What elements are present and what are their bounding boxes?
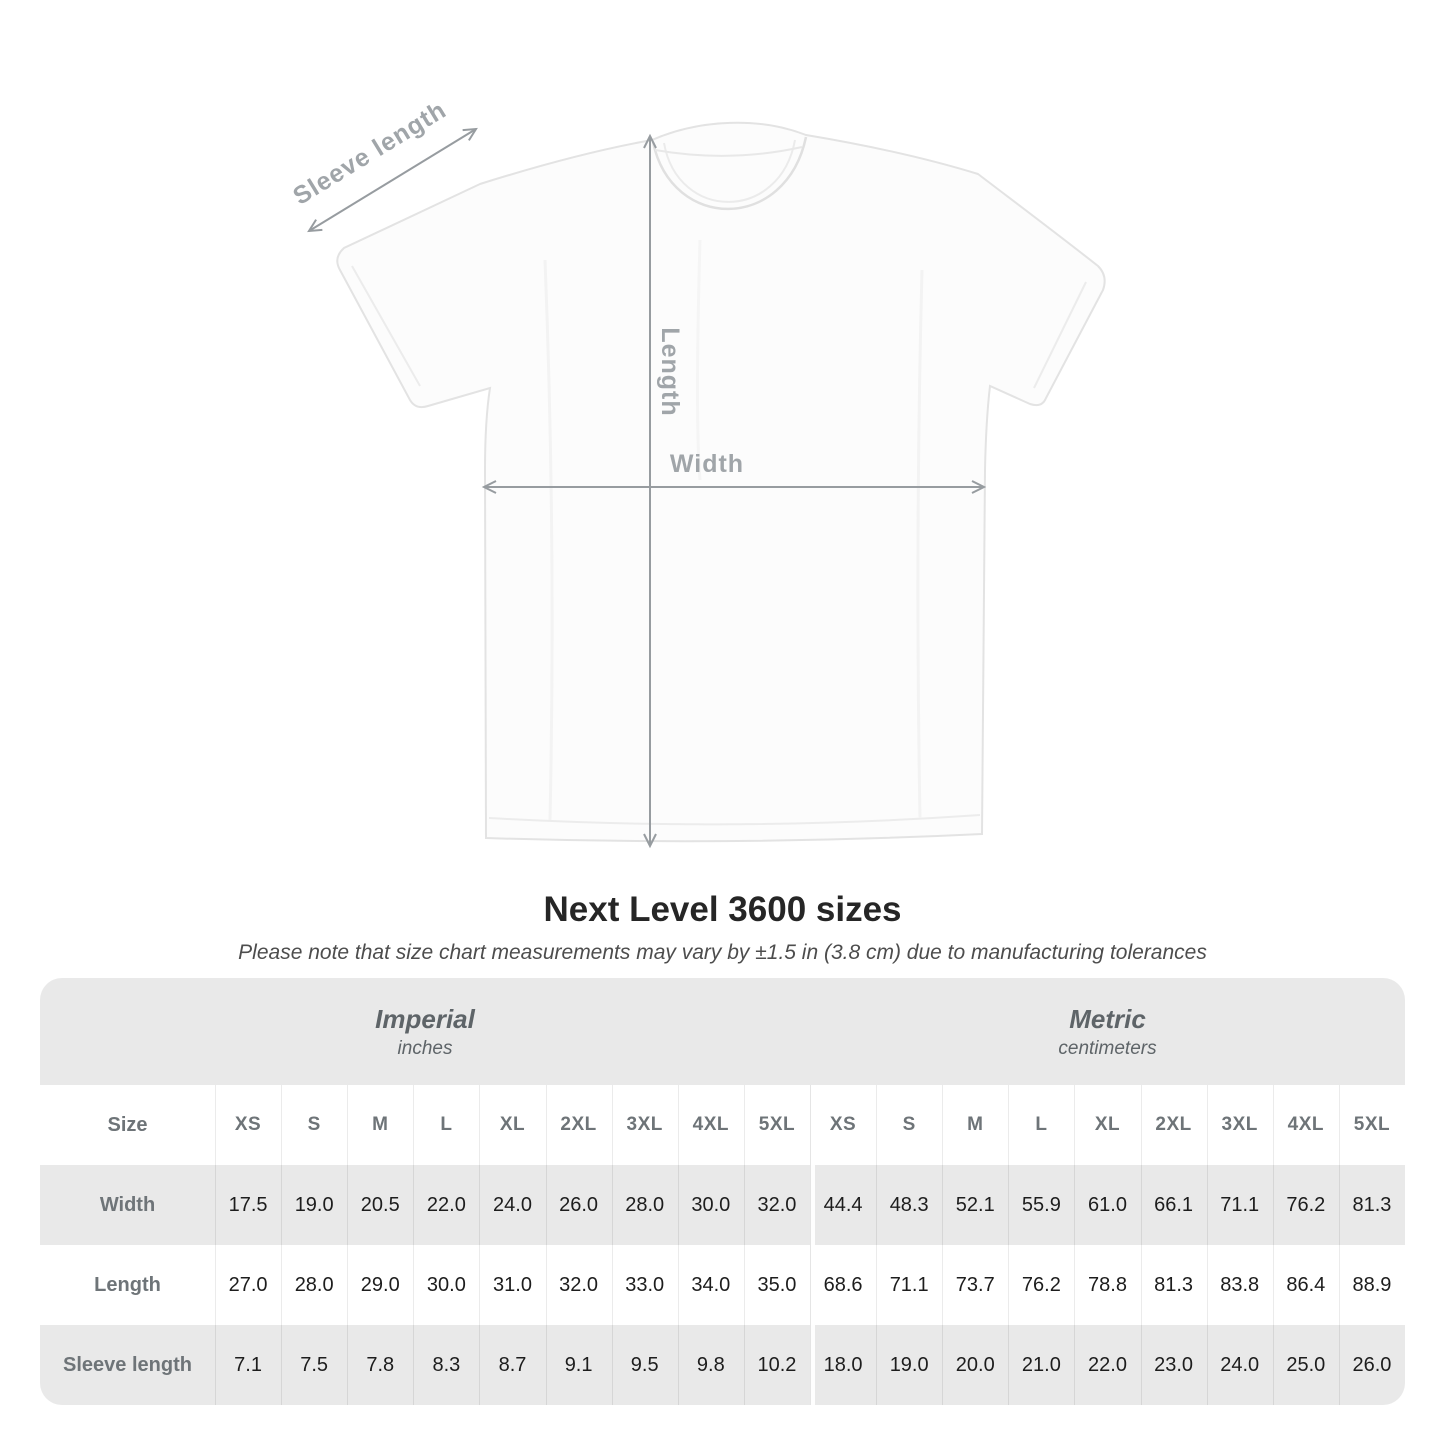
- size-col-header: 3XL: [612, 1085, 678, 1165]
- width-label: Width: [669, 450, 745, 478]
- value-cell: 35.0: [744, 1245, 810, 1325]
- value-cell: 26.0: [546, 1165, 612, 1245]
- size-col-header: XL: [1074, 1085, 1140, 1165]
- value-cell: 86.4: [1273, 1245, 1339, 1325]
- unit-section-header-metric: [810, 978, 1405, 1085]
- value-cell: 48.3: [876, 1165, 942, 1245]
- size-col-header: XL: [479, 1085, 545, 1165]
- value-cell: 9.5: [612, 1325, 678, 1405]
- size-col-header: XS: [215, 1085, 281, 1165]
- value-cell: 7.8: [347, 1325, 413, 1405]
- unit-section-title: Imperial: [375, 1003, 475, 1034]
- value-cell: 22.0: [413, 1165, 479, 1245]
- value-cell: 52.1: [942, 1165, 1008, 1245]
- value-cell: 10.2: [744, 1325, 810, 1405]
- value-cell: 83.8: [1207, 1245, 1273, 1325]
- value-cell: 9.8: [678, 1325, 744, 1405]
- value-cell: 76.2: [1273, 1165, 1339, 1245]
- page-title: Next Level 3600 sizes: [543, 890, 902, 929]
- unit-section-title: Metric: [1069, 1003, 1146, 1034]
- size-col-header: 5XL: [1339, 1085, 1405, 1165]
- value-cell: 22.0: [1074, 1325, 1140, 1405]
- value-cell: 7.1: [215, 1325, 281, 1405]
- value-cell: 81.3: [1339, 1165, 1405, 1245]
- length-label: Length: [656, 327, 684, 417]
- value-cell: 71.1: [1207, 1165, 1273, 1245]
- value-cell: 34.0: [678, 1245, 744, 1325]
- value-cell: 9.1: [546, 1325, 612, 1405]
- size-col-header: 3XL: [1207, 1085, 1273, 1165]
- value-cell: 19.0: [876, 1325, 942, 1405]
- value-cell: 25.0: [1273, 1325, 1339, 1405]
- value-cell: 28.0: [281, 1245, 347, 1325]
- size-col-header: 4XL: [678, 1085, 744, 1165]
- size-col-header: M: [347, 1085, 413, 1165]
- value-cell: 18.0: [810, 1325, 876, 1405]
- row-label: Length: [94, 1273, 161, 1296]
- size-col-header: M: [942, 1085, 1008, 1165]
- value-cell: 68.6: [810, 1245, 876, 1325]
- value-cell: 27.0: [215, 1245, 281, 1325]
- tshirt-outline: [337, 123, 1104, 841]
- value-cell: 71.1: [876, 1245, 942, 1325]
- size-col-header: 4XL: [1273, 1085, 1339, 1165]
- value-cell: 76.2: [1008, 1245, 1074, 1325]
- value-cell: 29.0: [347, 1245, 413, 1325]
- value-cell: 30.0: [413, 1245, 479, 1325]
- value-cell: 88.9: [1339, 1245, 1405, 1325]
- value-cell: 23.0: [1141, 1325, 1207, 1405]
- value-cell: 55.9: [1008, 1165, 1074, 1245]
- unit-section-header-imperial: [40, 978, 810, 1085]
- unit-section-unit: centimeters: [1058, 1037, 1157, 1059]
- size-col-header: L: [1008, 1085, 1074, 1165]
- unit-section-unit: inches: [397, 1037, 453, 1059]
- size-col-header: S: [281, 1085, 347, 1165]
- value-cell: 61.0: [1074, 1165, 1140, 1245]
- value-cell: 73.7: [942, 1245, 1008, 1325]
- size-col-header: 2XL: [546, 1085, 612, 1165]
- value-cell: 78.8: [1074, 1245, 1140, 1325]
- value-cell: 66.1: [1141, 1165, 1207, 1245]
- value-cell: 24.0: [1207, 1325, 1273, 1405]
- value-cell: 20.0: [942, 1325, 1008, 1405]
- size-column-header: Size: [107, 1113, 148, 1136]
- size-col-header: 2XL: [1141, 1085, 1207, 1165]
- value-cell: 20.5: [347, 1165, 413, 1245]
- value-cell: 21.0: [1008, 1325, 1074, 1405]
- sleeve-length-label: Sleeve length: [288, 95, 452, 211]
- value-cell: 31.0: [479, 1245, 545, 1325]
- value-cell: 32.0: [744, 1165, 810, 1245]
- size-col-header: XS: [810, 1085, 876, 1165]
- value-cell: 33.0: [612, 1245, 678, 1325]
- value-cell: 30.0: [678, 1165, 744, 1245]
- size-col-header: L: [413, 1085, 479, 1165]
- value-cell: 24.0: [479, 1165, 545, 1245]
- value-cell: 17.5: [215, 1165, 281, 1245]
- value-cell: 19.0: [281, 1165, 347, 1245]
- value-cell: 32.0: [546, 1245, 612, 1325]
- row-label: Sleeve length: [40, 1325, 215, 1405]
- value-cell: 26.0: [1339, 1325, 1405, 1405]
- value-cell: 44.4: [810, 1165, 876, 1245]
- value-cell: 8.3: [413, 1325, 479, 1405]
- tolerance-note: Please note that size chart measurements may vary by ±1.5 in (3.8 cm) due to manufacturing tolerances: [238, 941, 1207, 964]
- size-col-header: 5XL: [744, 1085, 810, 1165]
- value-cell: 8.7: [479, 1325, 545, 1405]
- size-col-header: S: [876, 1085, 942, 1165]
- value-cell: 28.0: [612, 1165, 678, 1245]
- value-cell: 81.3: [1141, 1245, 1207, 1325]
- size-chart-table: [40, 978, 1405, 1405]
- row-label: Width: [40, 1165, 215, 1245]
- value-cell: 7.5: [281, 1325, 347, 1405]
